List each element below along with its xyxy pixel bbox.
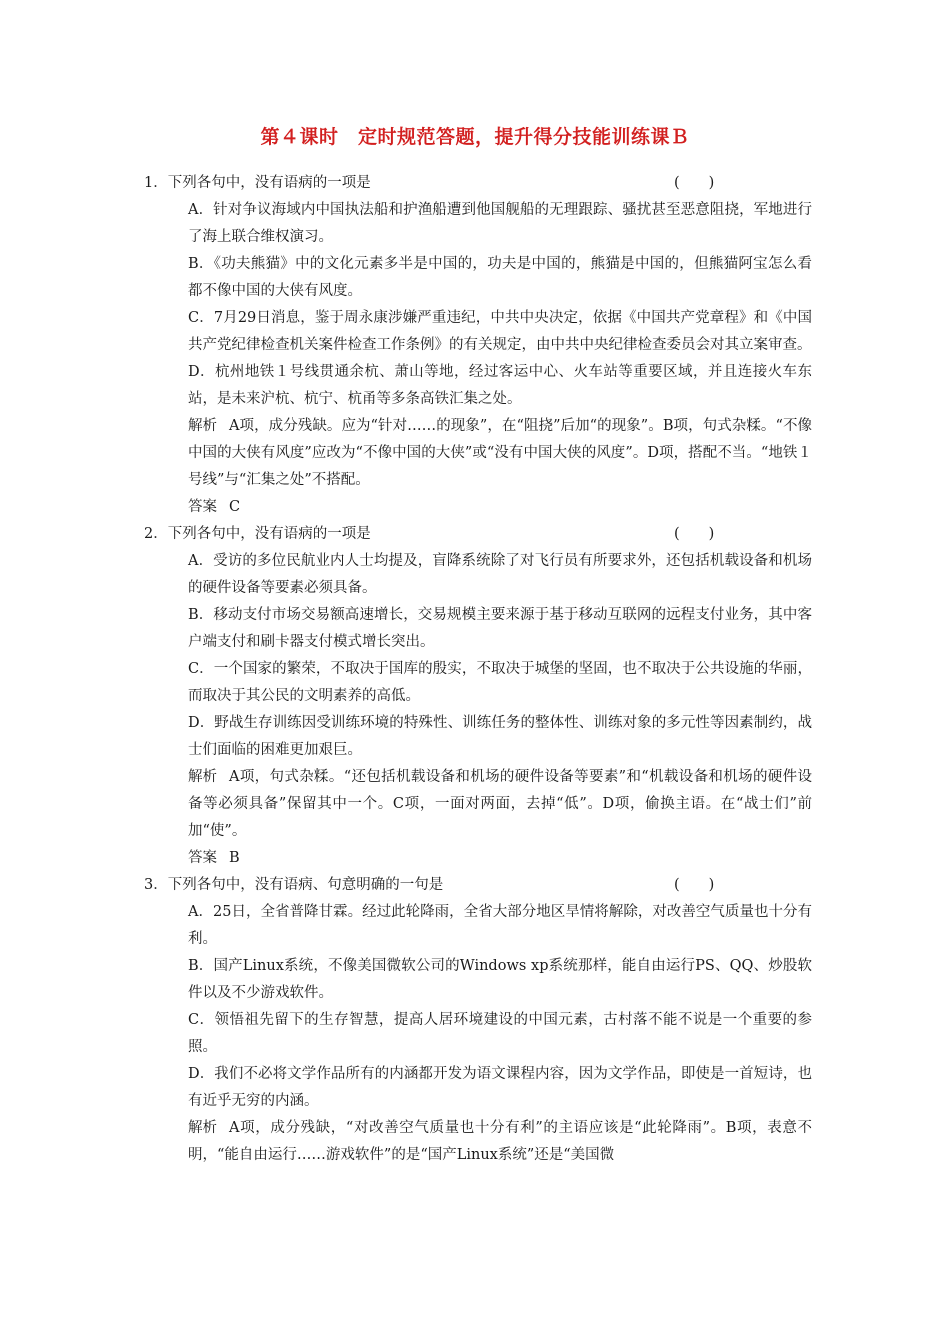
analysis <box>144 764 812 845</box>
answer-value: B <box>229 850 240 866</box>
answer-label: 答案 <box>188 499 217 515</box>
option-a: A．针对争议海域内中国执法船和护渔船遭到他国舰船的无理跟踪、骚扰甚至恶意阻挠，军地进行了海上联合维权演习。 <box>188 202 812 245</box>
analysis-label: 解析 <box>188 769 217 785</box>
question-text: 2．下列各句中，没有语病的一项是 <box>144 526 371 542</box>
question-1 <box>144 170 812 521</box>
analysis-text: A项，成分残缺，“对改善空气质量也十分有利”的主语应该是“此轮降雨”。B项，表意不明，“能自由运行……游戏软件”的是“国产Linux系统”还是“美国微 <box>188 1120 812 1163</box>
question-text: 1．下列各句中，没有语病的一项是 <box>144 175 371 191</box>
option-a: A．受访的多位民航业内人士均提及，盲降系统除了对飞行员有所要求外，还包括机载设备和机场的硬件设备等要素必须具备。 <box>188 553 812 596</box>
answer <box>144 845 812 872</box>
analysis <box>144 413 812 494</box>
answer-value: C <box>229 499 241 515</box>
option-d: D．我们不必将文学作品所有的内涵都开发为语文课程内容，因为文学作品，即使是一首短诗，也有近乎无穷的内涵。 <box>188 1066 812 1109</box>
analysis-label: 解析 <box>188 418 217 434</box>
document-body <box>144 170 812 1169</box>
answer-label: 答案 <box>188 850 217 866</box>
option-a: A．25日，全省普降甘霖。经过此轮降雨，全省大部分地区旱情将解除，对改善空气质量也十分有利。 <box>188 904 812 947</box>
question-2 <box>144 521 812 872</box>
question-text: 3．下列各句中，没有语病、句意明确的一句是 <box>144 877 444 893</box>
question-stem <box>144 872 812 899</box>
answer-blank: ( ) <box>674 526 715 542</box>
option-c: C．7月29日消息，鉴于周永康涉嫌严重违纪，中共中央决定，依据《中国共产党章程》和《中国共产党纪律检查机关案件检查工作条例》的有关规定，由中共中央纪律检查委员会对其立案审查。 <box>188 310 812 353</box>
question-3 <box>144 872 812 1169</box>
option-b: B．移动支付市场交易额高速增长，交易规模主要来源于基于移动互联网的远程支付业务，其中客户端支付和刷卡器支付模式增长突出。 <box>188 607 812 650</box>
option-c: C．一个国家的繁荣，不取决于国库的殷实，不取决于城堡的坚固，也不取决于公共设施的华丽，而取决于其公民的文明素养的高低。 <box>188 661 812 704</box>
answer <box>144 494 812 521</box>
answer-blank: ( ) <box>674 877 715 893</box>
option-b: B．《功夫熊猫》中的文化元素多半是中国的，功夫是中国的，熊猫是中国的，但熊猫阿宝怎么看都不像中国的大侠有风度。 <box>188 256 812 299</box>
analysis-label: 解析 <box>188 1120 217 1136</box>
question-stem <box>144 521 812 548</box>
option-d: D．杭州地铁１号线贯通余杭、萧山等地，经过客运中心、火车站等重要区域，并且连接火车东站，是未来沪杭、杭宁、杭甬等多条高铁汇集之处。 <box>188 364 812 407</box>
page-title: 第４课时 定时规范答题，提升得分技能训练课Ｂ <box>260 126 690 148</box>
analysis-text: A项，句式杂糅。“还包括机载设备和机场的硬件设备等要素”和“机载设备和机场的硬件设备等必须具备”保留其中一个。C项，一面对两面，去掉“低”。D项，偷换主语。在“战士们”前加“使”。 <box>188 769 812 839</box>
option-c: C．领悟祖先留下的生存智慧，提高人居环境建设的中国元素，古村落不能不说是一个重要的参照。 <box>188 1012 812 1055</box>
option-b: B．国产Linux系统，不像美国微软公司的Windows xp系统那样，能自由运行PS、QQ、炒股软件以及不少游戏软件。 <box>188 958 812 1001</box>
question-stem <box>144 170 812 197</box>
analysis-text: A项，成分残缺。应为“针对……的现象”，在“阻挠”后加“的现象”。B项，句式杂糅。“不像中国的大侠有风度”应改为“不像中国的大侠”或“没有中国大侠的风度”。D项，搭配不当。“地铁１号线”与“汇集之处”不搭配。 <box>188 418 812 488</box>
answer-blank: ( ) <box>674 175 715 191</box>
analysis <box>144 1115 812 1169</box>
option-d: D．野战生存训练因受训练环境的特殊性、训练任务的整体性、训练对象的多元性等因素制约，战士们面临的困难更加艰巨。 <box>188 715 812 758</box>
